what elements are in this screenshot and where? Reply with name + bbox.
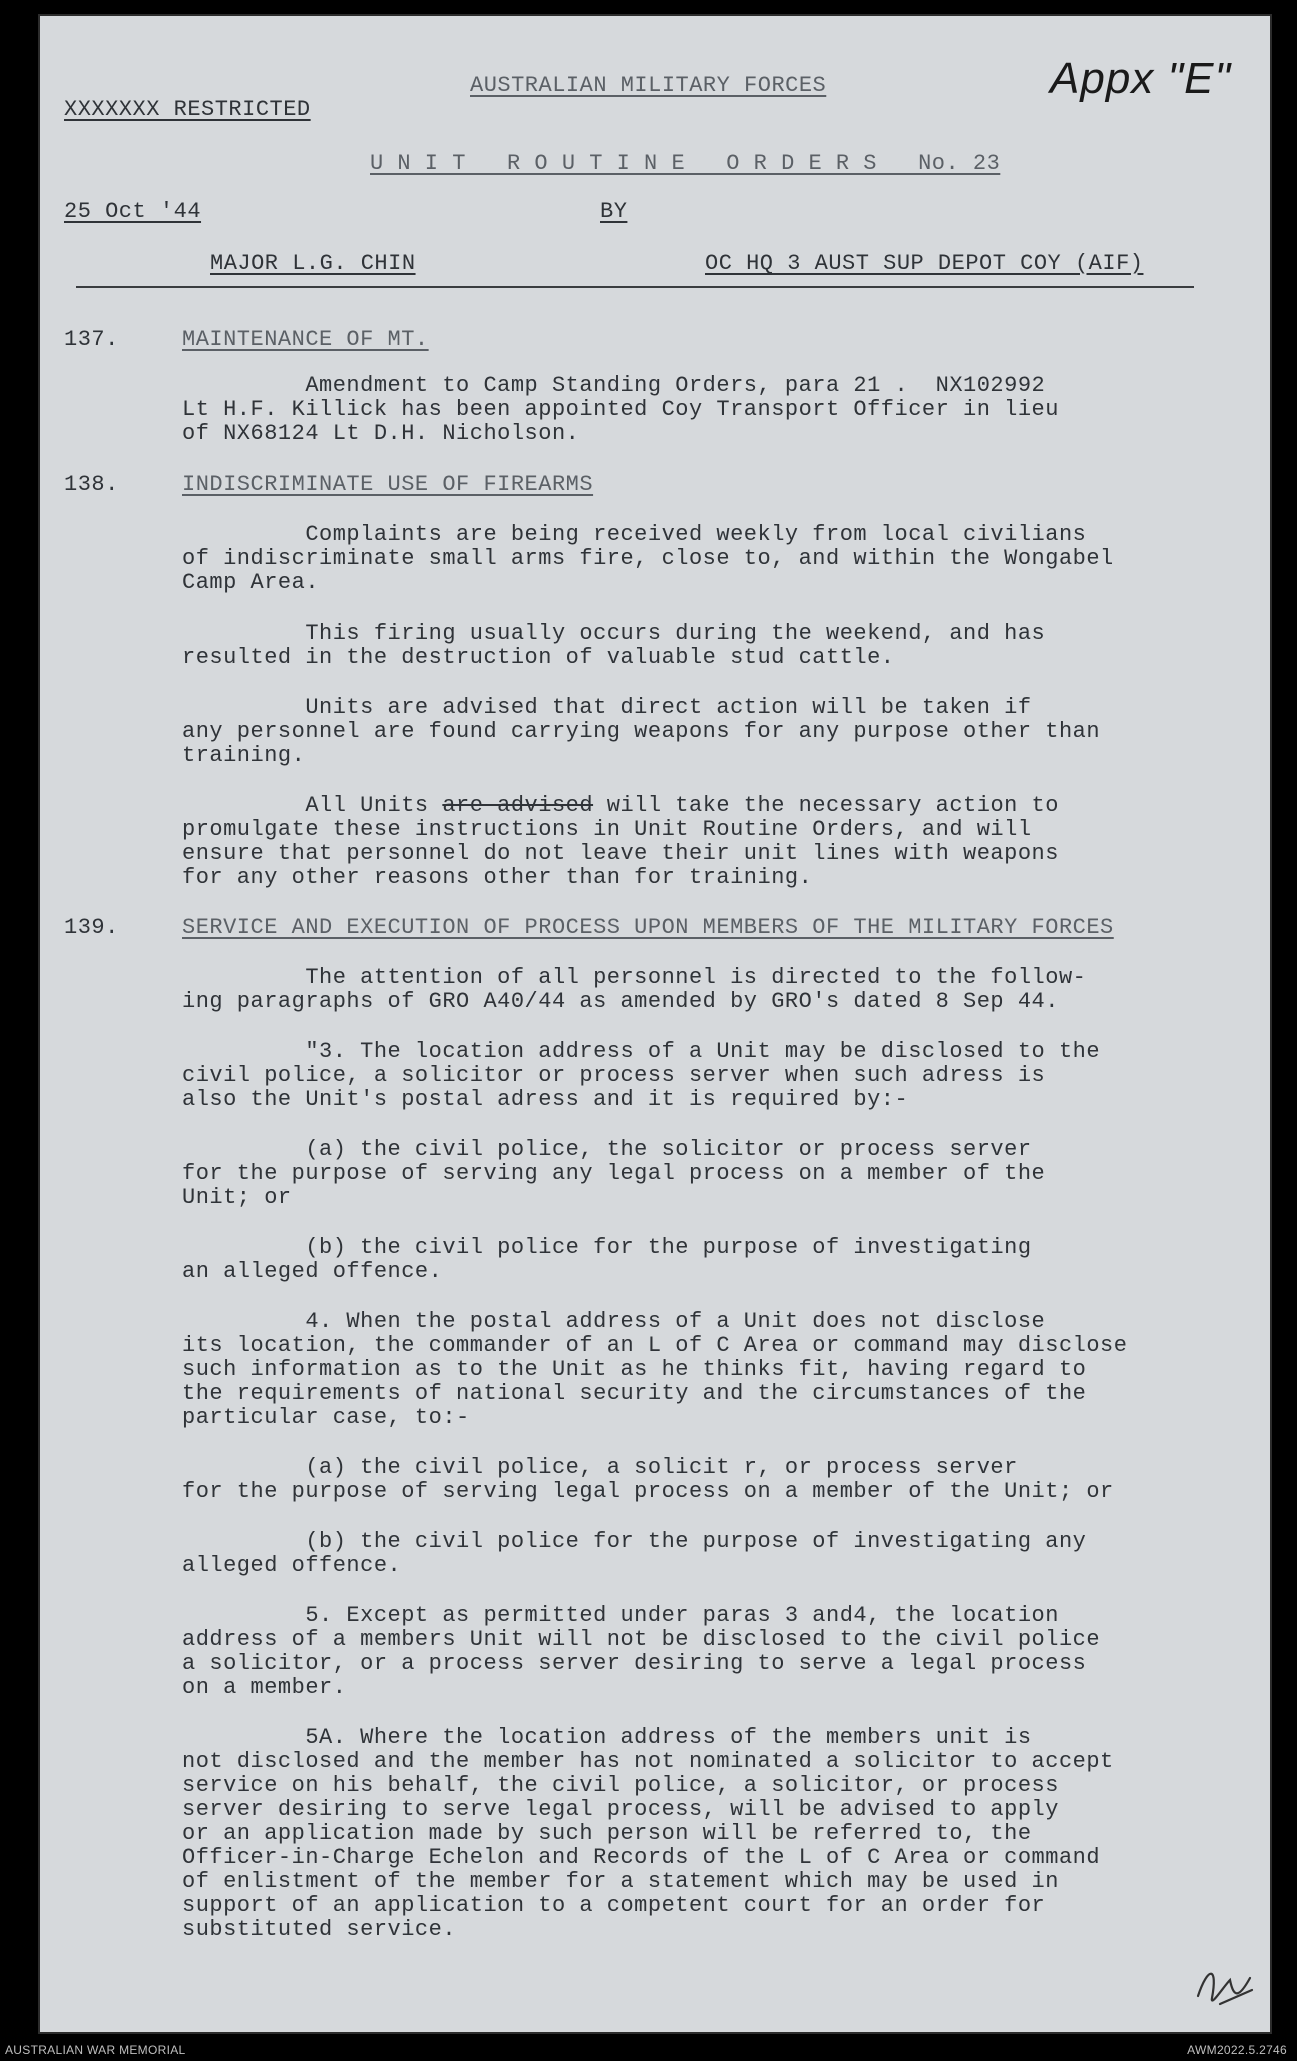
body-line: of indiscriminate small arms fire, close to, and within the Wongabel xyxy=(182,546,1114,571)
footer-accession-number: AWM2022.5.2746 xyxy=(1187,2043,1287,2057)
body-line: ing paragraphs of GRO A40/44 as amended by GRO's dated 8 Sep 44. xyxy=(182,989,1059,1014)
body-line: address of a members Unit will not be disclosed to the civil police xyxy=(182,1627,1101,1652)
body-line: Complaints are being received weekly from local civilians xyxy=(182,522,1087,547)
body-line: Camp Area. xyxy=(182,570,320,595)
issuing-officer: MAJOR L.G. CHIN xyxy=(210,251,416,276)
body-line: 5. Except as permitted under paras 3 and4, the location xyxy=(182,1603,1059,1628)
item-number: 139. xyxy=(64,915,119,940)
body-line: promulgate these instructions in Unit Routine Orders, and will xyxy=(182,817,1032,842)
body-line: 5A. Where the location address of the members unit is xyxy=(182,1725,1032,1750)
document-page xyxy=(38,14,1272,2034)
body-line: on a member. xyxy=(182,1675,347,1700)
body-line: substituted service. xyxy=(182,1917,457,1942)
classification-label: XXXXXXX RESTRICTED xyxy=(64,97,311,122)
body-line: particular case, to:- xyxy=(182,1405,470,1430)
body-line: This firing usually occurs during the weekend, and has xyxy=(182,621,1046,646)
body-line: Unit; or xyxy=(182,1185,292,1210)
body-line: of NX68124 Lt D.H. Nicholson. xyxy=(182,421,580,446)
body-line: Units are advised that direct action will be taken if xyxy=(182,695,1032,720)
body-line: The attention of all personnel is directed to the follow- xyxy=(182,965,1087,990)
header-divider xyxy=(76,286,1194,288)
body-line: also the Unit's postal adress and it is required by:- xyxy=(182,1087,909,1112)
body-line: Lt H.F. Killick has been appointed Coy Transport Officer in lieu xyxy=(182,397,1059,422)
body-line: support of an application to a competent court for an order for xyxy=(182,1893,1046,1918)
body-line: (a) the civil police, the solicitor or process server xyxy=(182,1137,1032,1162)
body-line: of enlistment of the member for a statement which may be used in xyxy=(182,1869,1059,1894)
body-line: for the purpose of serving any legal process on a member of the xyxy=(182,1161,1046,1186)
body-line: alleged offence. xyxy=(182,1553,402,1578)
handwritten-initials-icon xyxy=(1190,1956,1260,2016)
body-line: server desiring to serve legal process, will be advised to apply xyxy=(182,1797,1059,1822)
body-text: will take the necessary action to xyxy=(593,793,1059,818)
body-line: Amendment to Camp Standing Orders, para 21 . NX102992 xyxy=(182,373,1046,398)
body-line: any personnel are found carrying weapons for any purpose other than xyxy=(182,719,1101,744)
body-line: Officer-in-Charge Echelon and Records of the L of C Area or command xyxy=(182,1845,1101,1870)
body-line: not disclosed and the member has not nominated a solicitor to accept xyxy=(182,1749,1114,1774)
struck-text: are advised xyxy=(442,793,594,818)
issuing-unit: OC HQ 3 AUST SUP DEPOT COY (AIF) xyxy=(705,251,1144,276)
body-line: (a) the civil police, a solicit r, or process server xyxy=(182,1455,1018,1480)
by-label: BY xyxy=(600,199,628,224)
body-line: (b) the civil police for the purpose of investigating xyxy=(182,1235,1032,1260)
document-title: U N I T R O U T I N E O R D E R S No. 23 xyxy=(370,151,1001,176)
body-line: an alleged offence. xyxy=(182,1259,443,1284)
body-line: (b) the civil police for the purpose of investigating any xyxy=(182,1529,1087,1554)
item-number: 137. xyxy=(64,327,119,352)
order-date: 25 Oct '44 xyxy=(64,199,202,224)
body-line: ensure that personnel do not leave their unit lines with weapons xyxy=(182,841,1059,866)
body-text: All Units xyxy=(182,793,429,818)
handwritten-appendix-ref: Appx "E" xyxy=(1050,54,1232,103)
item-number: 138. xyxy=(64,472,119,497)
body-line: 4. When the postal address of a Unit does not disclose xyxy=(182,1309,1046,1334)
item-heading: SERVICE AND EXECUTION OF PROCESS UPON MEMBERS OF THE MILITARY FORCES xyxy=(182,915,1114,940)
body-line: such information as to the Unit as he thinks fit, having regard to xyxy=(182,1357,1087,1382)
body-line: a solicitor, or a process server desiring to serve a legal process xyxy=(182,1651,1087,1676)
body-line: the requirements of national security and the circumstances of the xyxy=(182,1381,1087,1406)
body-line: resulted in the destruction of valuable stud cattle. xyxy=(182,645,895,670)
footer-credit: AUSTRALIAN WAR MEMORIAL xyxy=(5,2043,186,2057)
body-line: service on his behalf, the civil police, a solicitor, or process xyxy=(182,1773,1059,1798)
forces-heading: AUSTRALIAN MILITARY FORCES xyxy=(470,73,827,98)
body-line: for the purpose of serving legal process on a member of the Unit; or xyxy=(182,1479,1114,1504)
item-heading: MAINTENANCE OF MT. xyxy=(182,327,429,352)
body-line: training. xyxy=(182,743,306,768)
body-line: its location, the commander of an L of C Area or command may disclose xyxy=(182,1333,1128,1358)
body-line: civil police, a solicitor or process server when such adress is xyxy=(182,1063,1046,1088)
body-line: for any other reasons other than for training. xyxy=(182,865,813,890)
body-line xyxy=(182,794,1059,818)
body-line: or an application made by such person will be referred to, the xyxy=(182,1821,1032,1846)
body-line: "3. The location address of a Unit may be disclosed to the xyxy=(182,1039,1101,1064)
item-heading: INDISCRIMINATE USE OF FIREARMS xyxy=(182,472,594,497)
